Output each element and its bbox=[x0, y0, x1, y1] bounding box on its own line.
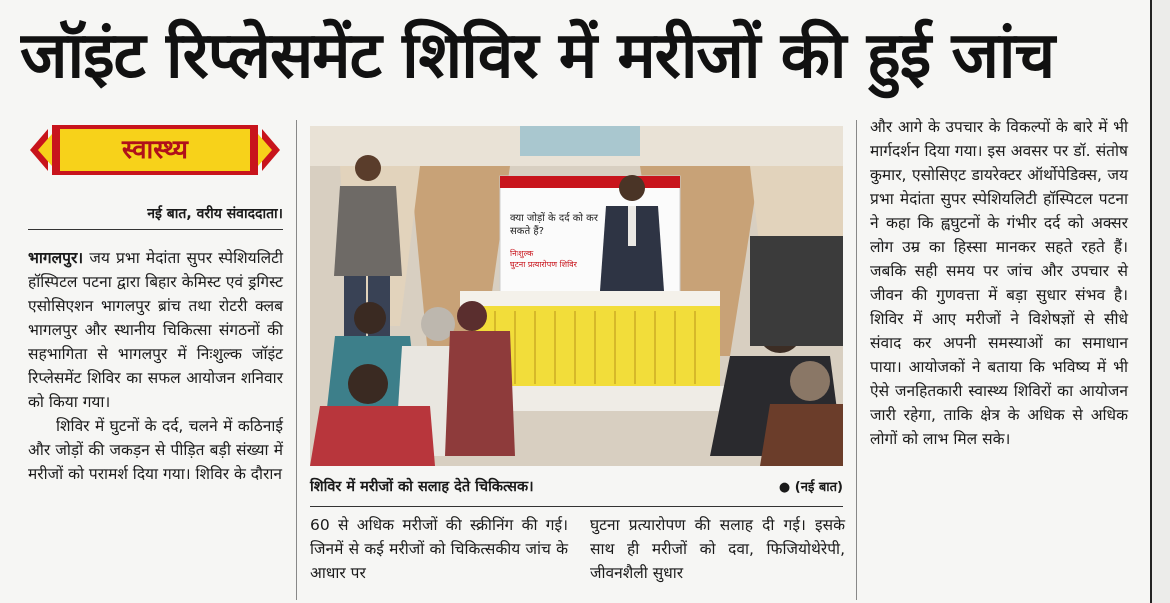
paragraph-1 bbox=[28, 246, 283, 414]
article-column-4: और आगे के उपचार के विकल्पों के बारे में भी मार्गदर्शन दिया गया। इस अवसर पर डॉ. संतोष कुमार, एसोसिएट डायरेक्टर ऑर्थोपेडिक्स, जय प्रभा मेदांता सुपर स्पेशियलिटी हॉस्पिटल पटना ने कहा कि ह्वघुटनों के गंभीर दर्द को अक्सर लोग उम्र का हिस्सा मानकर सहते रहते हैं। जबकि सही समय पर जांच और उपचार से जीवन की गुणवत्ता में बड़ा सुधार संभव है। शिविर में आए मरीजों ने विशेषज्ञों से सीधे संवाद कर अपनी समस्याओं का समाधान पाया। आयोजकों ने बताया कि भविष्य में भी ऐसे जनहितकारी स्वास्थ्य शिविरों का आयोजन जारी रहेगा, ताकि क्षेत्र के अधिक से अधिक लोगों को लाभ मिल सके। bbox=[870, 118, 1128, 448]
photo-banner-line4: घुटना प्रत्यारोपण शिविर bbox=[510, 260, 577, 269]
category-label: स्वास्थ्य bbox=[121, 135, 188, 165]
photo-banner-line2: सकते हैं? bbox=[510, 226, 544, 237]
photo-banner-line1: क्या जोड़ों के दर्द को कर bbox=[510, 213, 598, 224]
paragraph-2: शिविर में घुटनों के दर्द, चलने में कठिनाई और जोड़ों की जकड़न से पीड़ित बड़ी संख्या में मरीजों को परामर्श दिया गया। शिविर के दौरान bbox=[28, 417, 283, 483]
photo-illustration bbox=[310, 126, 843, 466]
photo-banner-line3: निःशुल्क bbox=[510, 249, 534, 258]
photo-credit: ● (नई बात) bbox=[778, 480, 843, 495]
article-column-1 bbox=[28, 246, 283, 598]
headline: जॉइंट रिप्लेसमेंट शिविर में मरीजों की हुई जांच bbox=[20, 19, 1055, 93]
photo-caption: शिविर में मरीजों को सलाह देते चिकित्सक। bbox=[310, 479, 534, 495]
article-photo bbox=[310, 126, 843, 466]
dateline: भागलपुर। bbox=[28, 249, 84, 267]
article-column-2: 60 से अधिक मरीजों की स्क्रीनिंग की गई। जिनमें से कई मरीजों को चिकित्सकीय जांच के आधार पर bbox=[310, 516, 568, 582]
paragraph-1-text: जय प्रभा मेदांता सुपर स्पेशियलिटी हॉस्पिटल पटना द्वारा बिहार केमिस्ट एवं ड्रगिस्ट एसोसिएशन भागलपुर ब्रांच तथा रोटरी क्लब भागलपुर और स्थानीय चिकित्सा संगठनों की सहभागिता से भागलपुर में निःशुल्क जॉइंट रिप्लेसमेंट शिविर का सफल आयोजन शनिवार को किया गया। bbox=[28, 249, 283, 411]
page-edge bbox=[1152, 0, 1170, 603]
category-banner bbox=[30, 125, 280, 175]
byline: नई बात, वरीय संवाददाता। bbox=[28, 199, 283, 230]
article-column-3: घुटना प्रत्यारोपण की सलाह दी गई। इसके साथ ही मरीजों को दवा, फिजियोथेरेपी, जीवनशैली सुधार bbox=[590, 516, 845, 582]
column-divider bbox=[296, 120, 297, 600]
column-divider bbox=[856, 120, 857, 600]
photo-caption-bar bbox=[310, 468, 843, 507]
